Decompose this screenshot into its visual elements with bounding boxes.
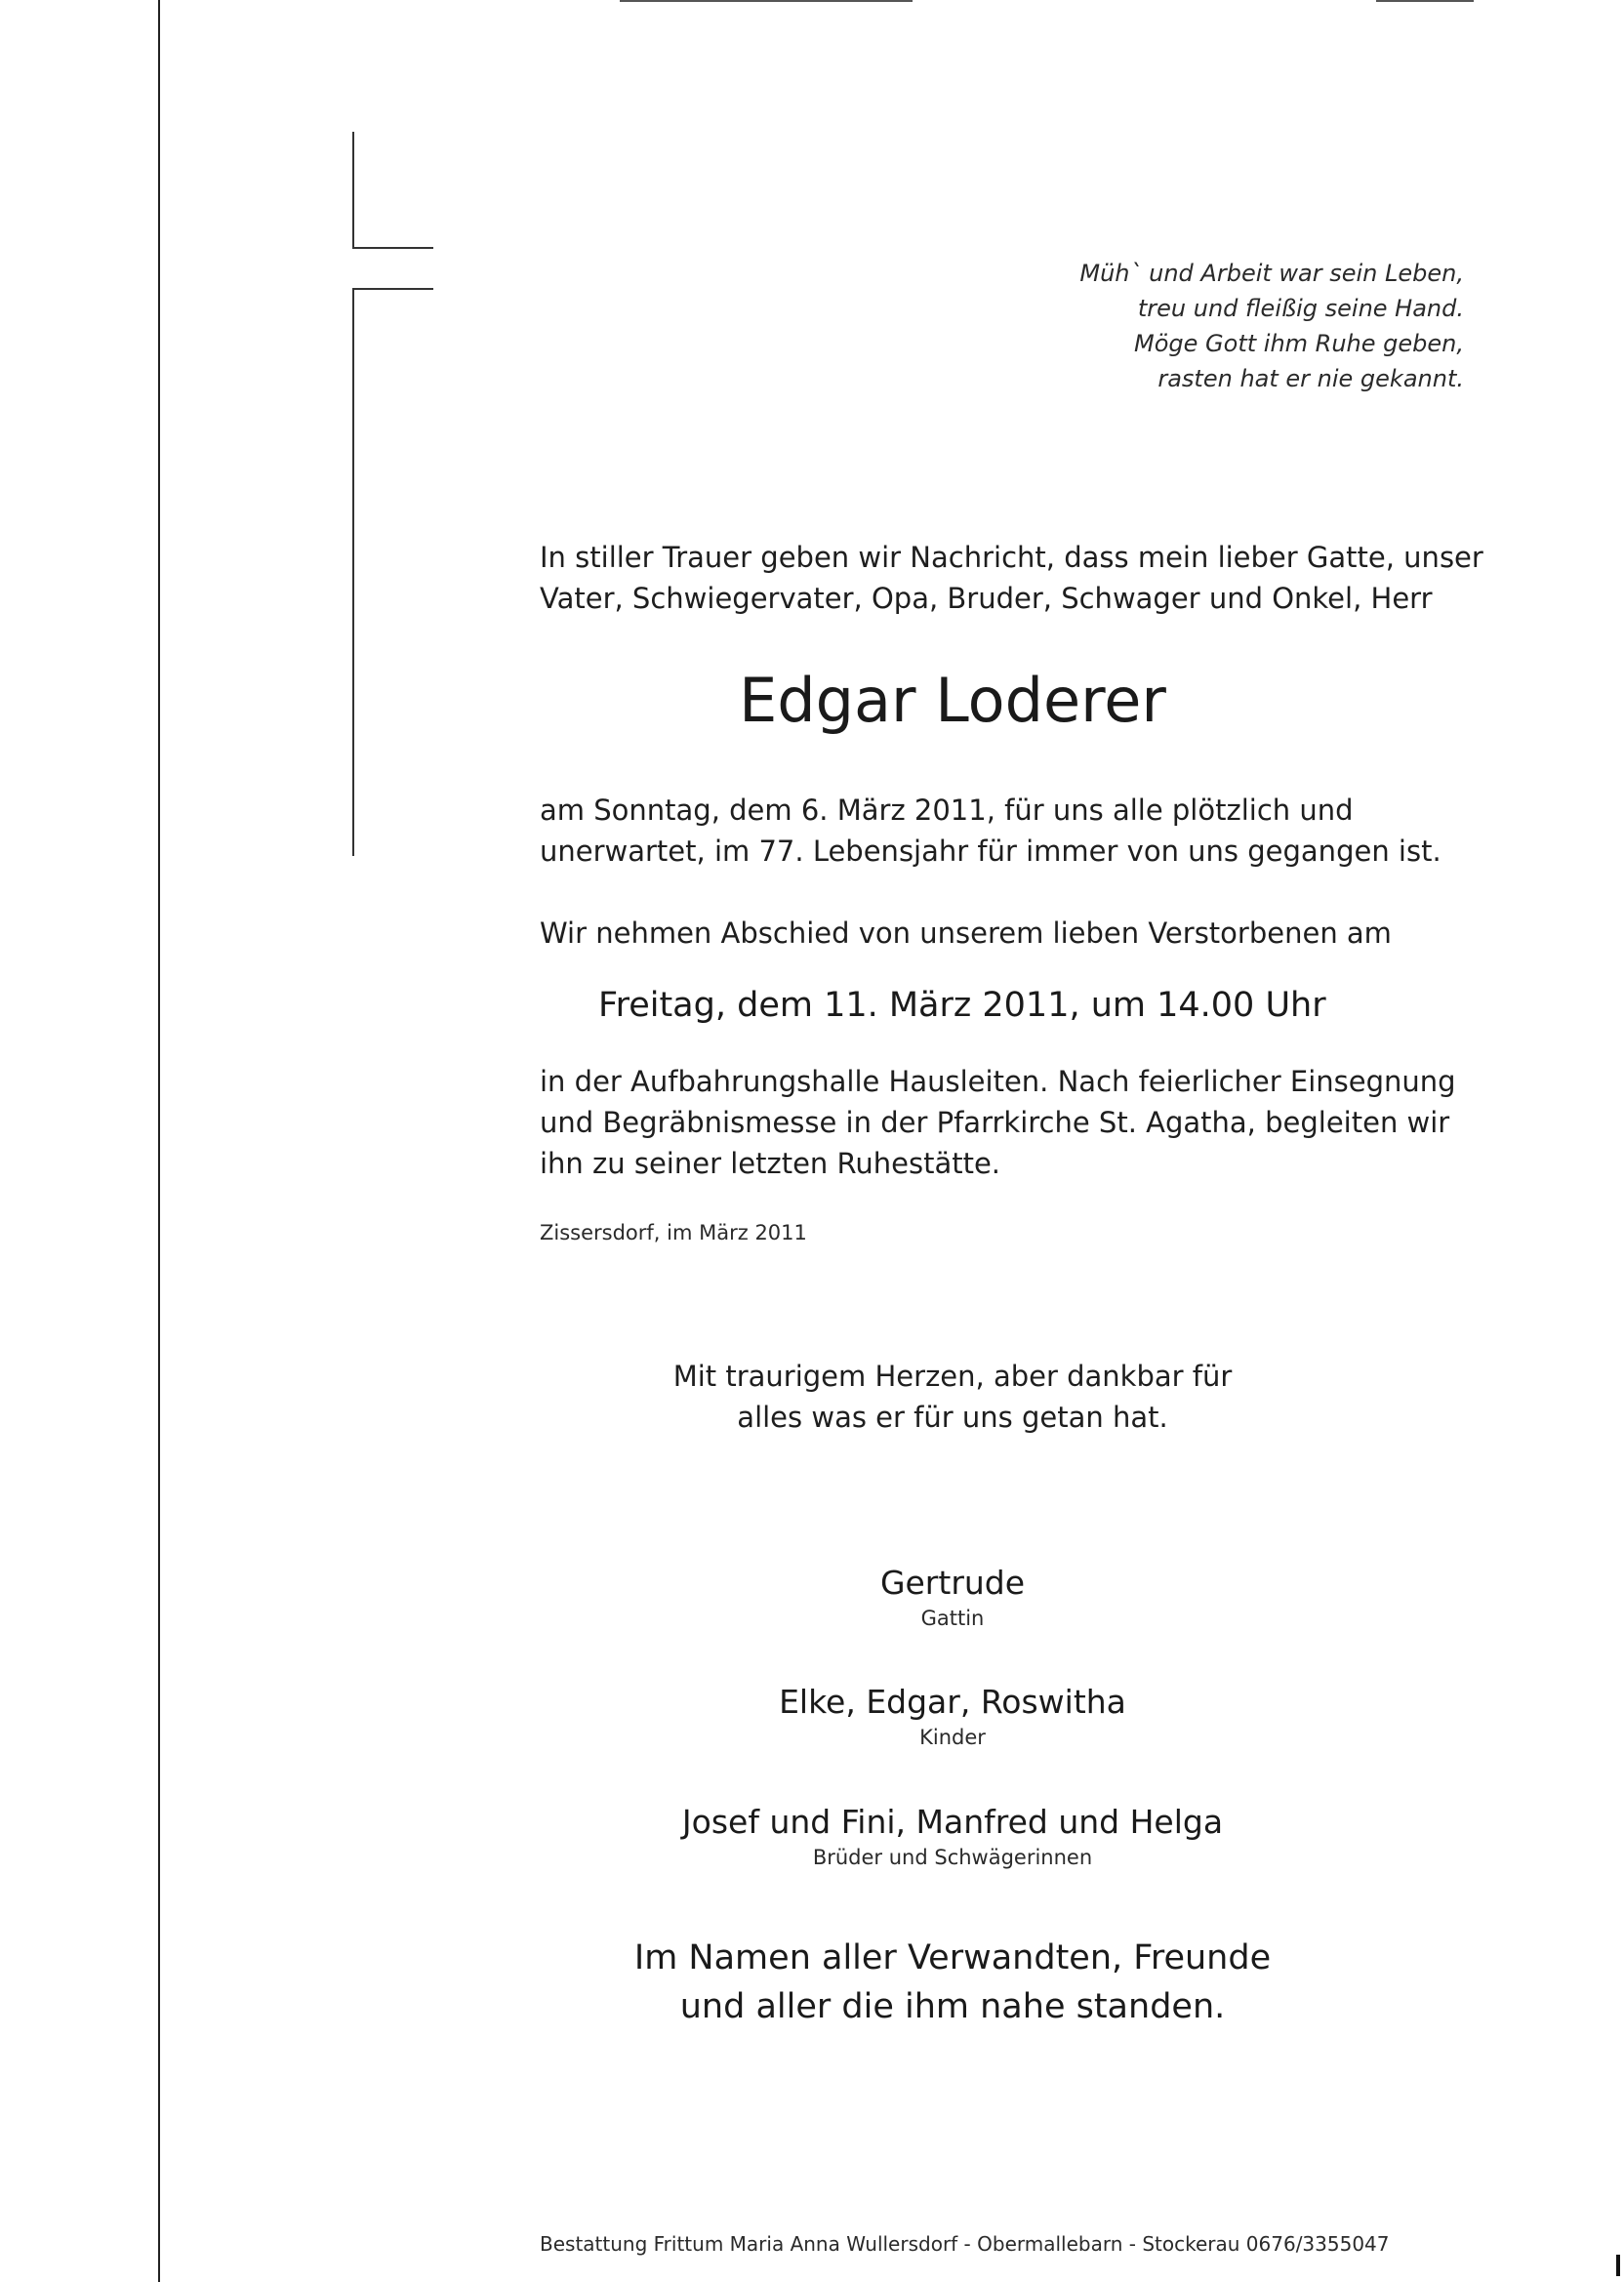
cross-upper-bar bbox=[352, 132, 354, 247]
mourner-relation: Gattin bbox=[920, 1607, 985, 1630]
funeral-place-line: ihn zu seiner letzten Ruhestätte. bbox=[540, 1147, 1001, 1180]
farewell-text bbox=[540, 913, 1457, 954]
mourner-group bbox=[540, 1681, 1365, 1751]
death-notice-line: unerwartet, im 77. Lebensjahr für immer von uns gegangen ist. bbox=[540, 835, 1441, 868]
closing-text bbox=[540, 1934, 1365, 2031]
poem-line: Möge Gott ihm Ruhe geben, bbox=[1134, 330, 1464, 357]
mourner-relation: Kinder bbox=[919, 1726, 986, 1749]
place-and-date: Zissersdorf, im März 2011 bbox=[540, 1221, 807, 1244]
intro-line: Vater, Schwiegervater, Opa, Bruder, Schwager und Onkel, Herr bbox=[540, 582, 1433, 615]
funeral-home-footer: Bestattung Frittum Maria Anna Wullersdorf - Obermallebarn - Stockerau 0676/3355047 bbox=[540, 2232, 1390, 2256]
funeral-place-line: in der Aufbahrungshalle Hausleiten. Nach feierlicher Einsegnung bbox=[540, 1065, 1456, 1098]
poem-line: Müh` und Arbeit war sein Leben, bbox=[1079, 260, 1464, 287]
intro-line: In stiller Trauer geben wir Nachricht, dass mein lieber Gatte, unser bbox=[540, 541, 1483, 574]
poem-line: treu und fleißig seine Hand. bbox=[1137, 295, 1464, 322]
death-notice-line: am Sonntag, dem 6. März 2011, für uns alle plötzlich und bbox=[540, 794, 1354, 827]
mourner-names: Gertrude bbox=[879, 1564, 1026, 1602]
cross-lower-bar bbox=[352, 288, 354, 856]
gratitude-text bbox=[540, 1356, 1365, 1438]
poem-line: rasten hat er nie gekannt. bbox=[1157, 365, 1464, 392]
announcement-intro bbox=[540, 537, 1483, 619]
funeral-place-line: und Begräbnismesse in der Pfarrkirche St. Agatha, begleiten wir bbox=[540, 1106, 1450, 1139]
scan-edge-top bbox=[620, 0, 913, 2]
deceased-name: Edgar Loderer bbox=[739, 665, 1166, 736]
mourner-relation: Brüder und Schwägerinnen bbox=[812, 1846, 1093, 1869]
mourner-group bbox=[540, 1562, 1365, 1632]
gratitude-line: alles was er für uns getan hat. bbox=[737, 1401, 1168, 1434]
memorial-poem bbox=[927, 256, 1464, 396]
mourner-names: Elke, Edgar, Roswitha bbox=[779, 1683, 1126, 1721]
gratitude-line: Mit traurigem Herzen, aber dankbar für bbox=[672, 1360, 1233, 1393]
funeral-place bbox=[540, 1061, 1457, 1184]
funeral-date: Freitag, dem 11. März 2011, um 14.00 Uhr bbox=[598, 986, 1326, 1025]
mourner-group bbox=[540, 1801, 1365, 1871]
page-left-edge bbox=[158, 0, 160, 2282]
closing-line: und aller die ihm nahe standen. bbox=[679, 1987, 1226, 2026]
scan-edge-top-right bbox=[1376, 0, 1474, 2]
closing-line: Im Namen aller Verwandten, Freunde bbox=[633, 1938, 1272, 1977]
cross-arm-bottom bbox=[352, 288, 433, 290]
scan-edge-mark bbox=[1616, 2255, 1620, 2276]
cross-arm-top bbox=[352, 247, 433, 249]
farewell-line: Wir nehmen Abschied von unserem lieben Verstorbenen am bbox=[540, 917, 1392, 950]
mourner-names: Josef und Fini, Manfred und Helga bbox=[681, 1803, 1224, 1841]
death-notice bbox=[540, 790, 1457, 872]
